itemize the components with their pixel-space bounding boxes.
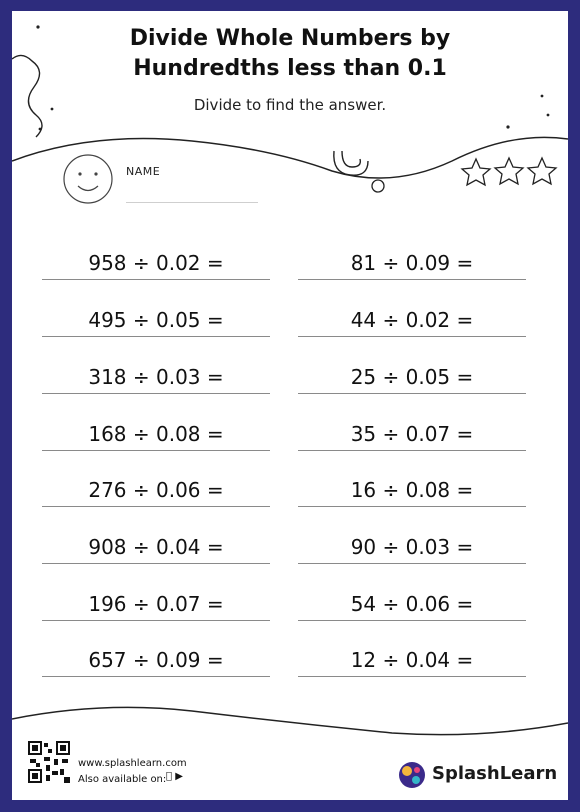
answer-line[interactable] — [42, 450, 270, 451]
swirl-decoration-icon — [334, 151, 384, 192]
answer-line[interactable] — [42, 676, 270, 677]
answer-line[interactable] — [298, 450, 526, 451]
smiley-face-icon — [64, 155, 112, 203]
problem-left-7 — [42, 580, 270, 620]
problem-expression: 16 ÷ 0.08 = — [350, 478, 474, 502]
instruction-text: Divide to find the answer. — [193, 96, 387, 114]
apple-icon[interactable] — [166, 771, 172, 782]
name-input-line[interactable] — [126, 202, 258, 203]
problem-expression: 196 ÷ 0.07 = — [88, 592, 224, 616]
problem-left-3 — [42, 353, 270, 393]
name-label: NAME — [126, 165, 161, 178]
answer-line[interactable] — [298, 336, 526, 337]
title-line-2: Hundredths less than 0.1 — [133, 56, 447, 81]
problem-right-1 — [298, 239, 526, 279]
decorative-lines — [12, 11, 568, 800]
problem-left-6 — [42, 523, 270, 563]
answer-line[interactable] — [42, 506, 270, 507]
problem-right-6 — [298, 523, 526, 563]
answer-line[interactable] — [298, 676, 526, 677]
problem-right-4 — [298, 410, 526, 450]
answer-line[interactable] — [298, 279, 526, 280]
available-on-text: Also available on: — [78, 774, 167, 785]
problem-expression: 318 ÷ 0.03 = — [88, 365, 224, 389]
qr-code-icon — [28, 741, 70, 783]
answer-line[interactable] — [298, 393, 526, 394]
problem-expression: 276 ÷ 0.06 = — [88, 478, 224, 502]
problem-left-8 — [42, 636, 270, 676]
rating-stars-icon — [462, 158, 556, 185]
play-store-icon[interactable]: ▶ — [166, 771, 174, 782]
answer-line[interactable] — [42, 563, 270, 564]
answer-line[interactable] — [298, 563, 526, 564]
problem-expression: 54 ÷ 0.06 = — [350, 592, 474, 616]
problem-expression: 25 ÷ 0.05 = — [350, 365, 474, 389]
title-line-1: Divide Whole Numbers by — [129, 26, 451, 51]
answer-line[interactable] — [298, 506, 526, 507]
app-store-icons — [166, 771, 183, 782]
worksheet-title — [12, 24, 568, 84]
answer-line[interactable] — [42, 336, 270, 337]
answer-line[interactable] — [42, 279, 270, 280]
problem-right-2 — [298, 296, 526, 336]
problem-expression: 958 ÷ 0.02 = — [88, 251, 224, 275]
problem-left-1 — [42, 239, 270, 279]
worksheet-page — [12, 11, 568, 800]
problem-expression: 495 ÷ 0.05 = — [88, 308, 224, 332]
problem-right-3 — [298, 353, 526, 393]
answer-line[interactable] — [42, 620, 270, 621]
problem-expression: 81 ÷ 0.09 = — [350, 251, 474, 275]
brand-name: SplashLearn — [432, 763, 558, 784]
problem-expression: 657 ÷ 0.09 = — [88, 648, 224, 672]
problem-left-2 — [42, 296, 270, 336]
problem-expression: 44 ÷ 0.02 = — [350, 308, 474, 332]
problem-expression: 35 ÷ 0.07 = — [350, 422, 474, 446]
problem-expression: 12 ÷ 0.04 = — [350, 648, 474, 672]
splashlearn-logo-icon — [396, 759, 428, 791]
problem-left-4 — [42, 410, 270, 450]
problem-right-8 — [298, 636, 526, 676]
answer-line[interactable] — [42, 393, 270, 394]
problem-expression: 908 ÷ 0.04 = — [88, 535, 224, 559]
problem-right-7 — [298, 580, 526, 620]
problem-right-5 — [298, 466, 526, 506]
problem-left-5 — [42, 466, 270, 506]
answer-line[interactable] — [298, 620, 526, 621]
problem-expression: 90 ÷ 0.03 = — [350, 535, 474, 559]
website-link[interactable]: www.splashlearn.com — [78, 758, 187, 769]
problem-expression: 168 ÷ 0.08 = — [88, 422, 224, 446]
